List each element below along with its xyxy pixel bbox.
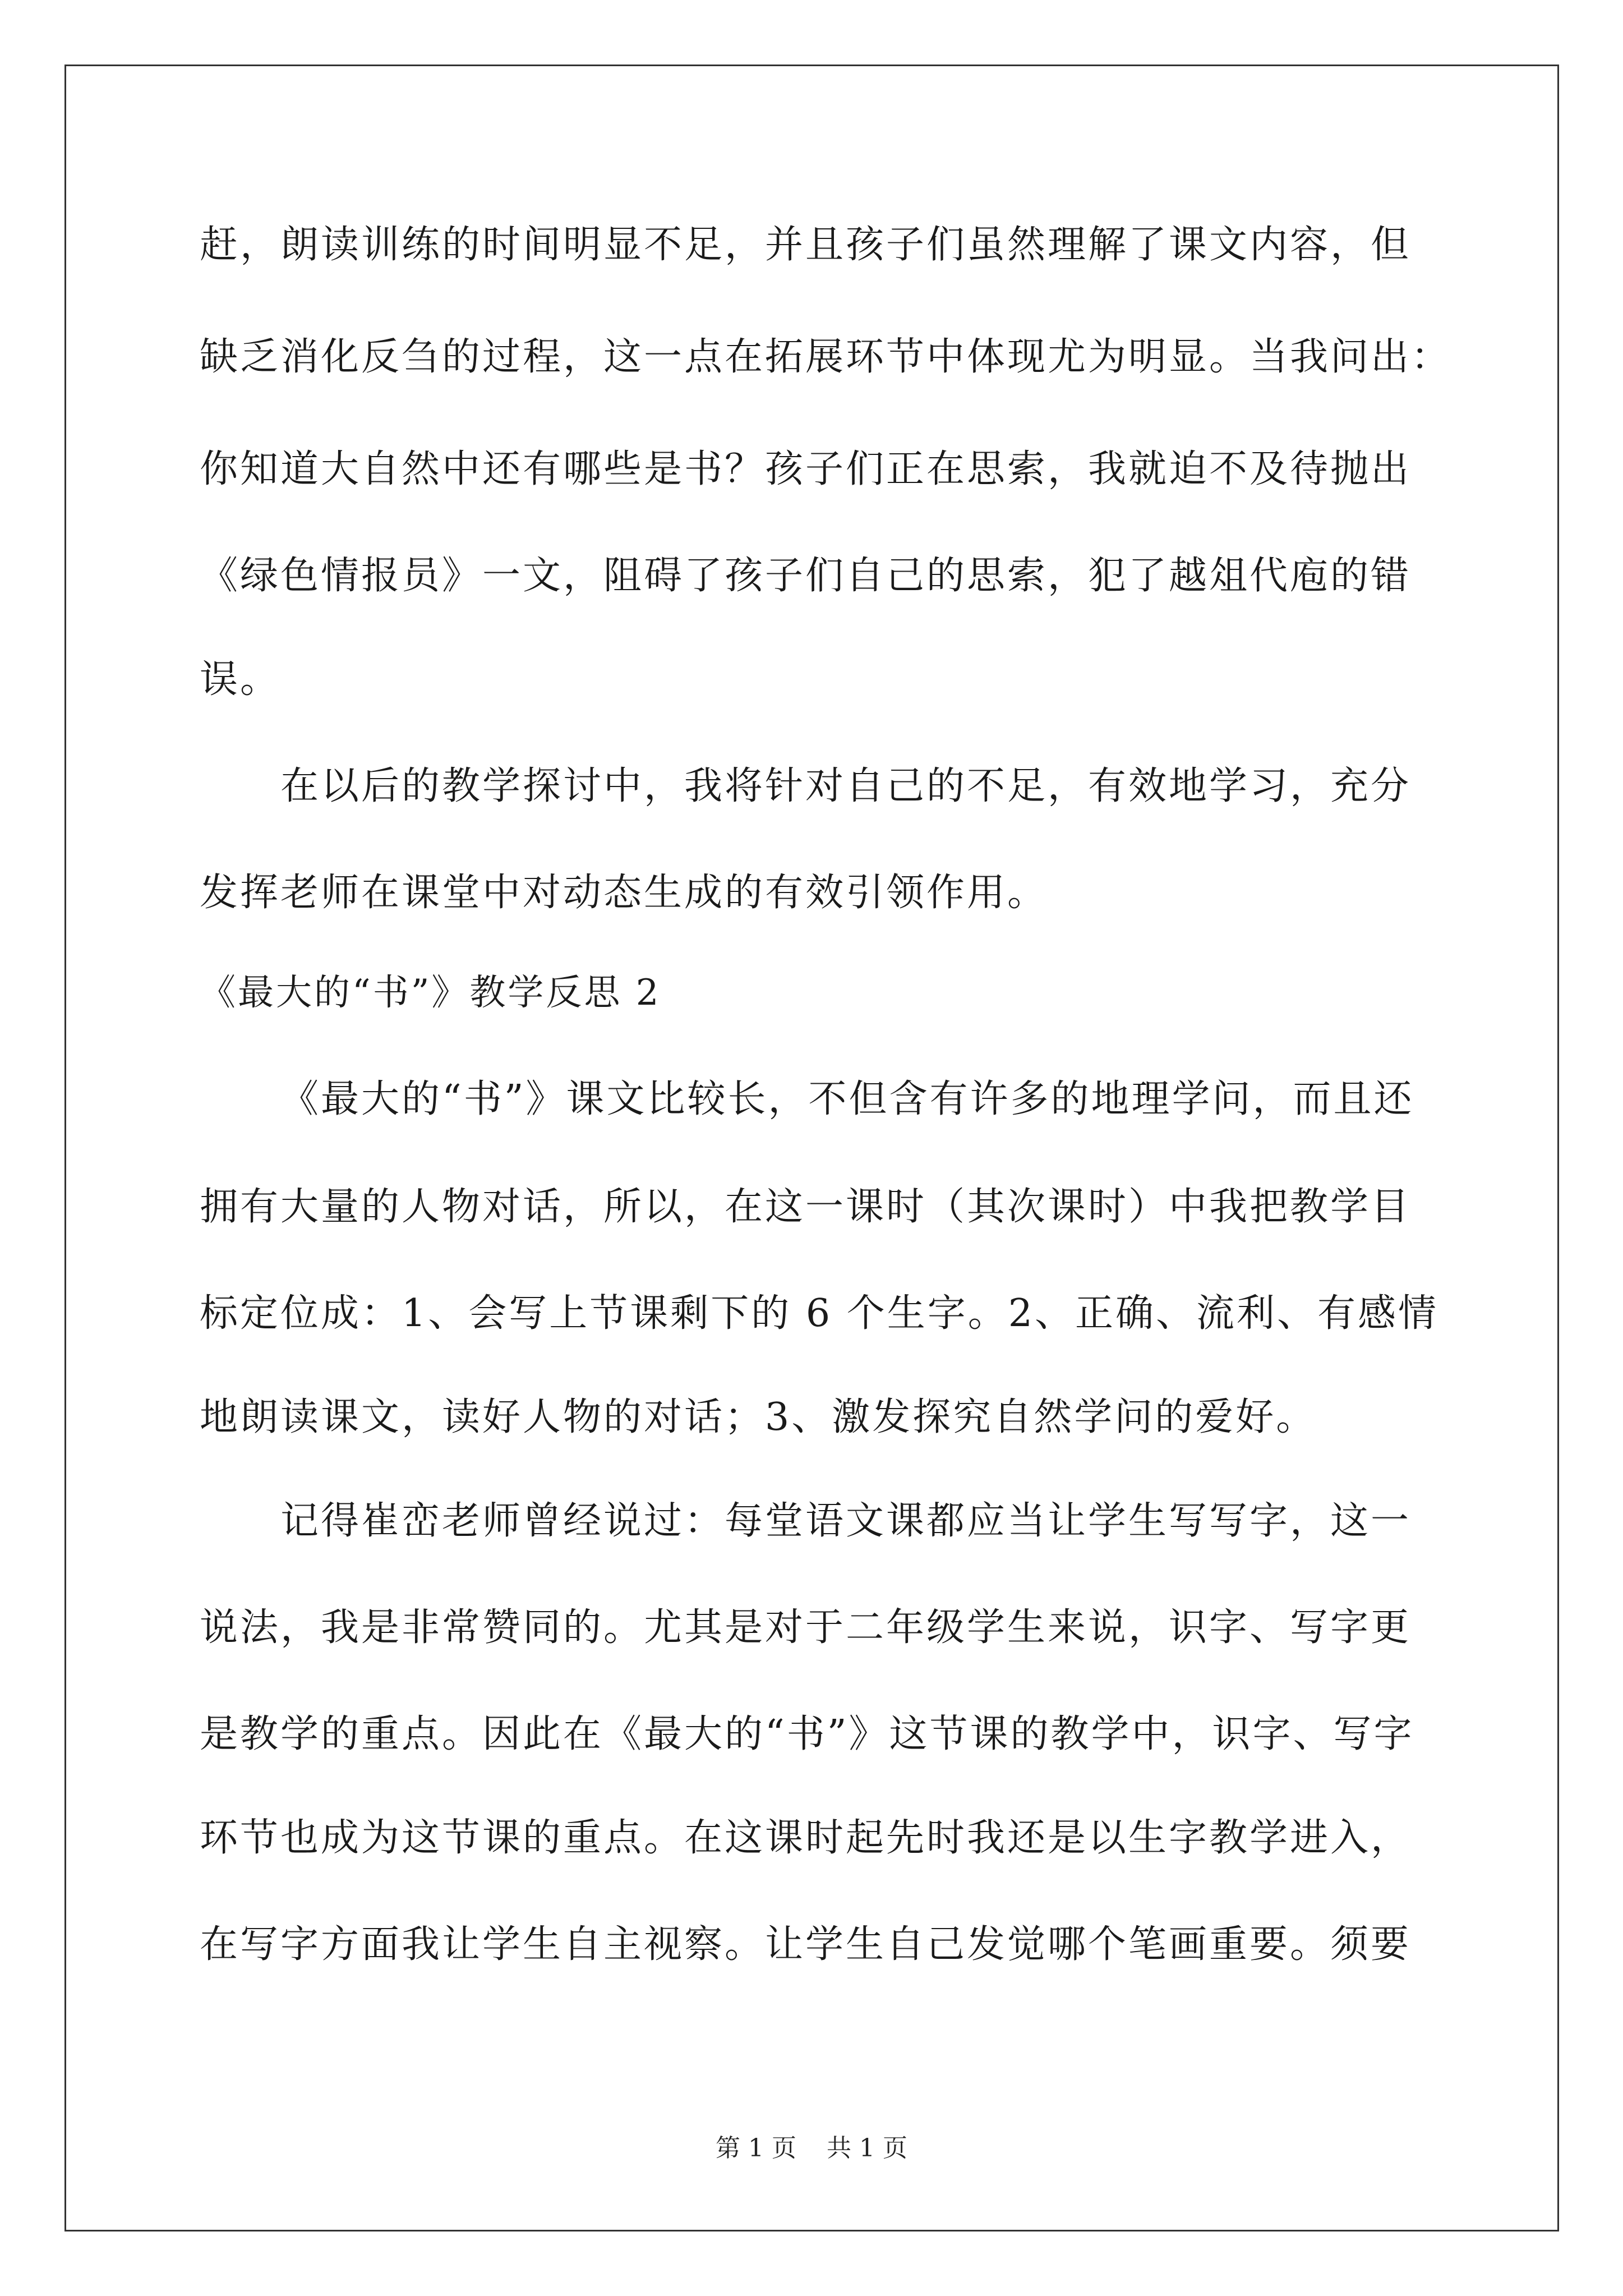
text-line: 误。 [200, 657, 281, 702]
section-heading: 《最大的“书”》教学反思 2 [200, 972, 661, 1014]
page-total: 共 1 页 [827, 2134, 907, 2162]
text-line: 你知道大自然中还有哪些是书？孩子们正在思索，我就迫不及待抛出 [200, 447, 1412, 491]
text-line: 拥有大量的人物对话，所以，在这一课时（其次课时）中我把教学目 [200, 1185, 1412, 1229]
text-line: 标定位成：1、会写上节课剩下的 6 个生字。2、正确、流利、有感情 [200, 1291, 1439, 1336]
text-line: 缺乏消化反刍的过程，这一点在拓展环节中体现尤为明显。当我问出： [200, 335, 1452, 379]
text-line: 环节也成为这节课的重点。在这课时起先时我还是以生字教学进入， [200, 1816, 1412, 1860]
page-border [64, 65, 1559, 2231]
text-line: 发挥老师在课堂中对动态生成的有效引领作用。 [200, 871, 1048, 915]
text-line: 在以后的教学探讨中，我将针对自己的不足，有效地学习，充分 [280, 764, 1412, 808]
text-line: 记得崔峦老师曾经说过：每堂语文课都应当让学生写写字，这一 [280, 1499, 1412, 1543]
page-footer [0, 2132, 1623, 2165]
text-line: 说法，我是非常赞同的。尤其是对于二年级学生来说，识字、写字更 [200, 1605, 1412, 1650]
text-line: 是教学的重点。因此在《最大的“书”》这节课的教学中，识字、写字 [200, 1712, 1414, 1756]
text-line: 赶，朗读训练的时间明显不足，并且孩子们虽然理解了课文内容，但 [200, 223, 1412, 267]
page-number: 第 1 页 [716, 2134, 796, 2162]
text-line: 《最大的“书”》课文比较长，不但含有许多的地理学问，而且还 [280, 1077, 1414, 1121]
text-line: 地朗读课文，读好人物的对话；3、激发探究自然学问的爱好。 [200, 1395, 1317, 1439]
text-line: 《绿色情报员》一文，阻碍了孩子们自己的思索，犯了越俎代庖的错 [200, 554, 1412, 598]
text-line: 在写字方面我让学生自主视察。让学生自己发觉哪个笔画重要。须要 [200, 1922, 1412, 1967]
